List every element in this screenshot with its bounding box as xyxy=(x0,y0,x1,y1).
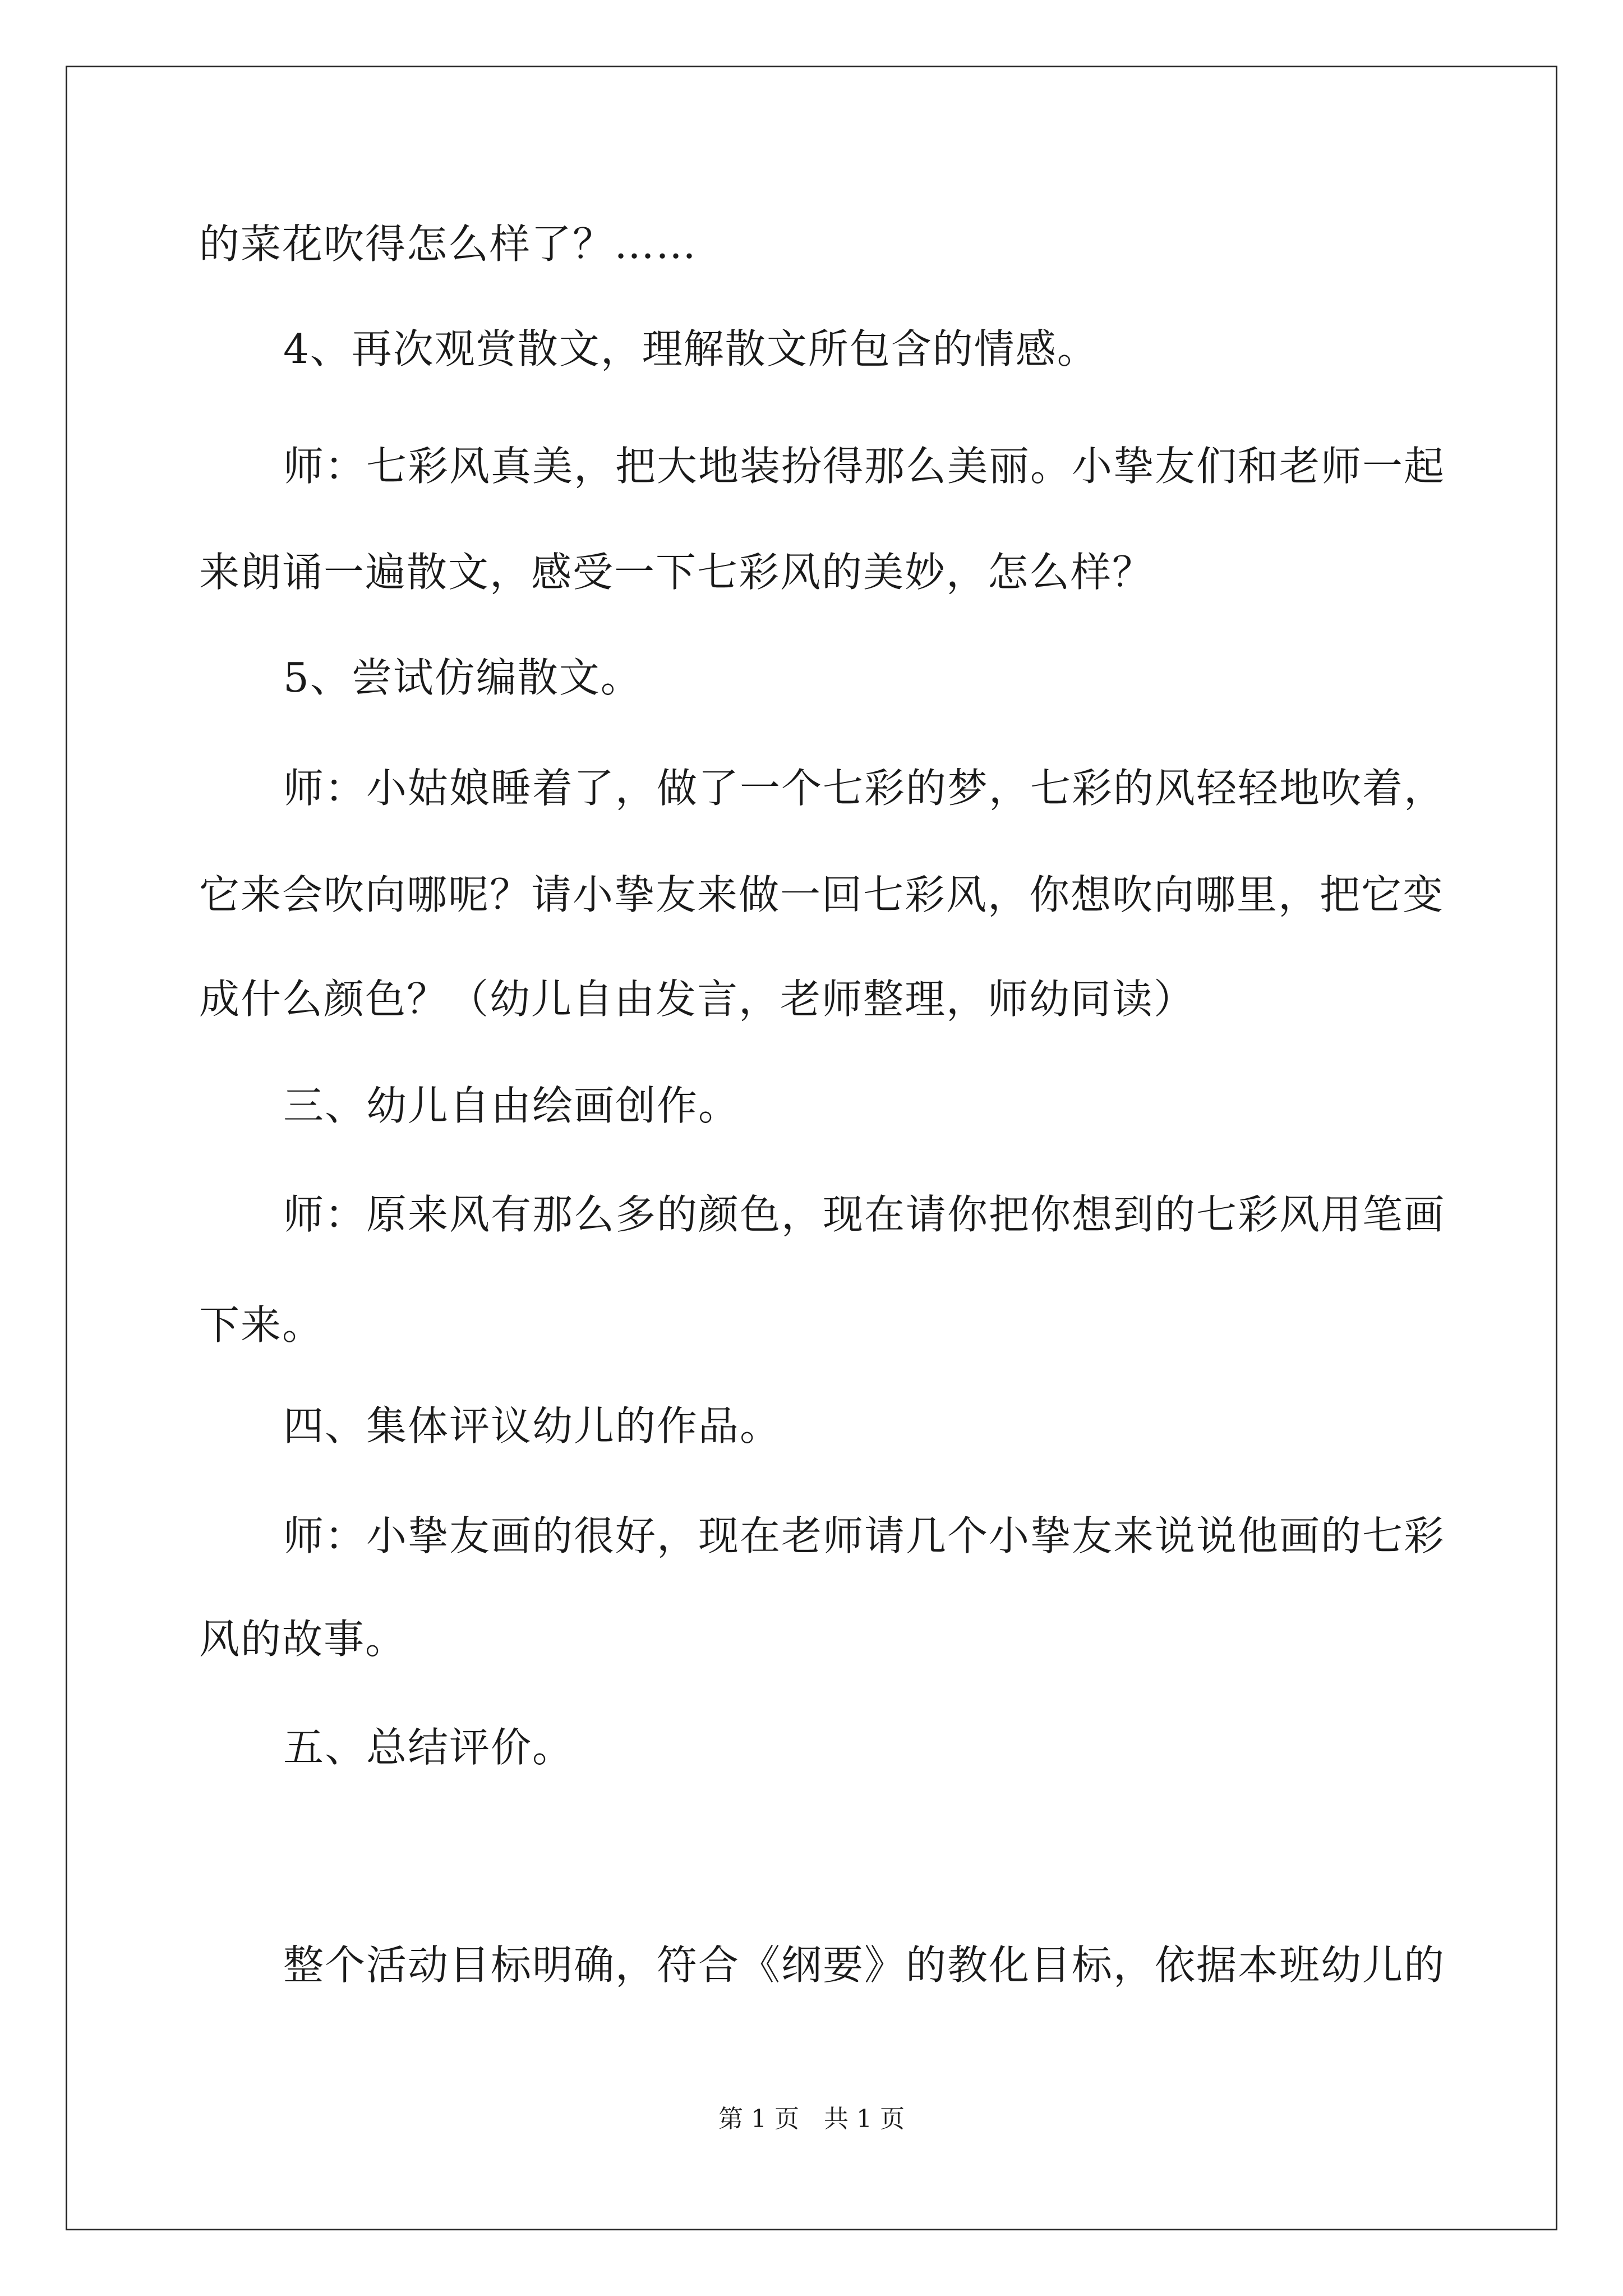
text-line: 五、总结评价。 xyxy=(283,1724,574,1771)
text-line: 的菜花吹得怎么样了？…… xyxy=(199,220,698,268)
text-line: 师：小姑娘睡着了，做了一个七彩的梦，七彩的风轻轻地吹着， xyxy=(283,765,1446,812)
text-line: 下来。 xyxy=(199,1301,324,1349)
text-line: 风的故事。 xyxy=(199,1616,407,1663)
text-line: 四、集体评议幼儿的作品。 xyxy=(283,1402,782,1450)
text-line: 4、再次观赏散文，理解散文所包含的情感。 xyxy=(283,325,1099,372)
text-line: 5、尝试仿编散文。 xyxy=(283,654,642,701)
text-line: 它来会吹向哪呢？请小挚友来做一回七彩风，你想吹向哪里，把它变 xyxy=(199,871,1445,918)
text-line: 师：小挚友画的很好，现在老师请几个小挚友来说说他画的七彩 xyxy=(283,1512,1446,1559)
text-line: 整个活动目标明确，符合《纲要》的教化目标，依据本班幼儿的 xyxy=(283,1941,1446,1989)
text-line: 三、幼儿自由绘画创作。 xyxy=(283,1082,740,1129)
page-number: 第 1 页 共 1 页 xyxy=(718,2105,905,2133)
text-line: 来朗诵一遍散文，感受一下七彩风的美妙，怎么样？ xyxy=(199,549,1154,596)
text-line: 师：原来风有那么多的颜色，现在请你把你想到的七彩风用笔画 xyxy=(283,1191,1446,1238)
text-line: 师：七彩风真美，把大地装扮得那么美丽。小挚友们和老师一起 xyxy=(283,443,1446,490)
text-line: 成什么颜色？（幼儿自由发言，老师整理，师幼同读） xyxy=(199,976,1196,1023)
page-border xyxy=(66,66,1557,2230)
